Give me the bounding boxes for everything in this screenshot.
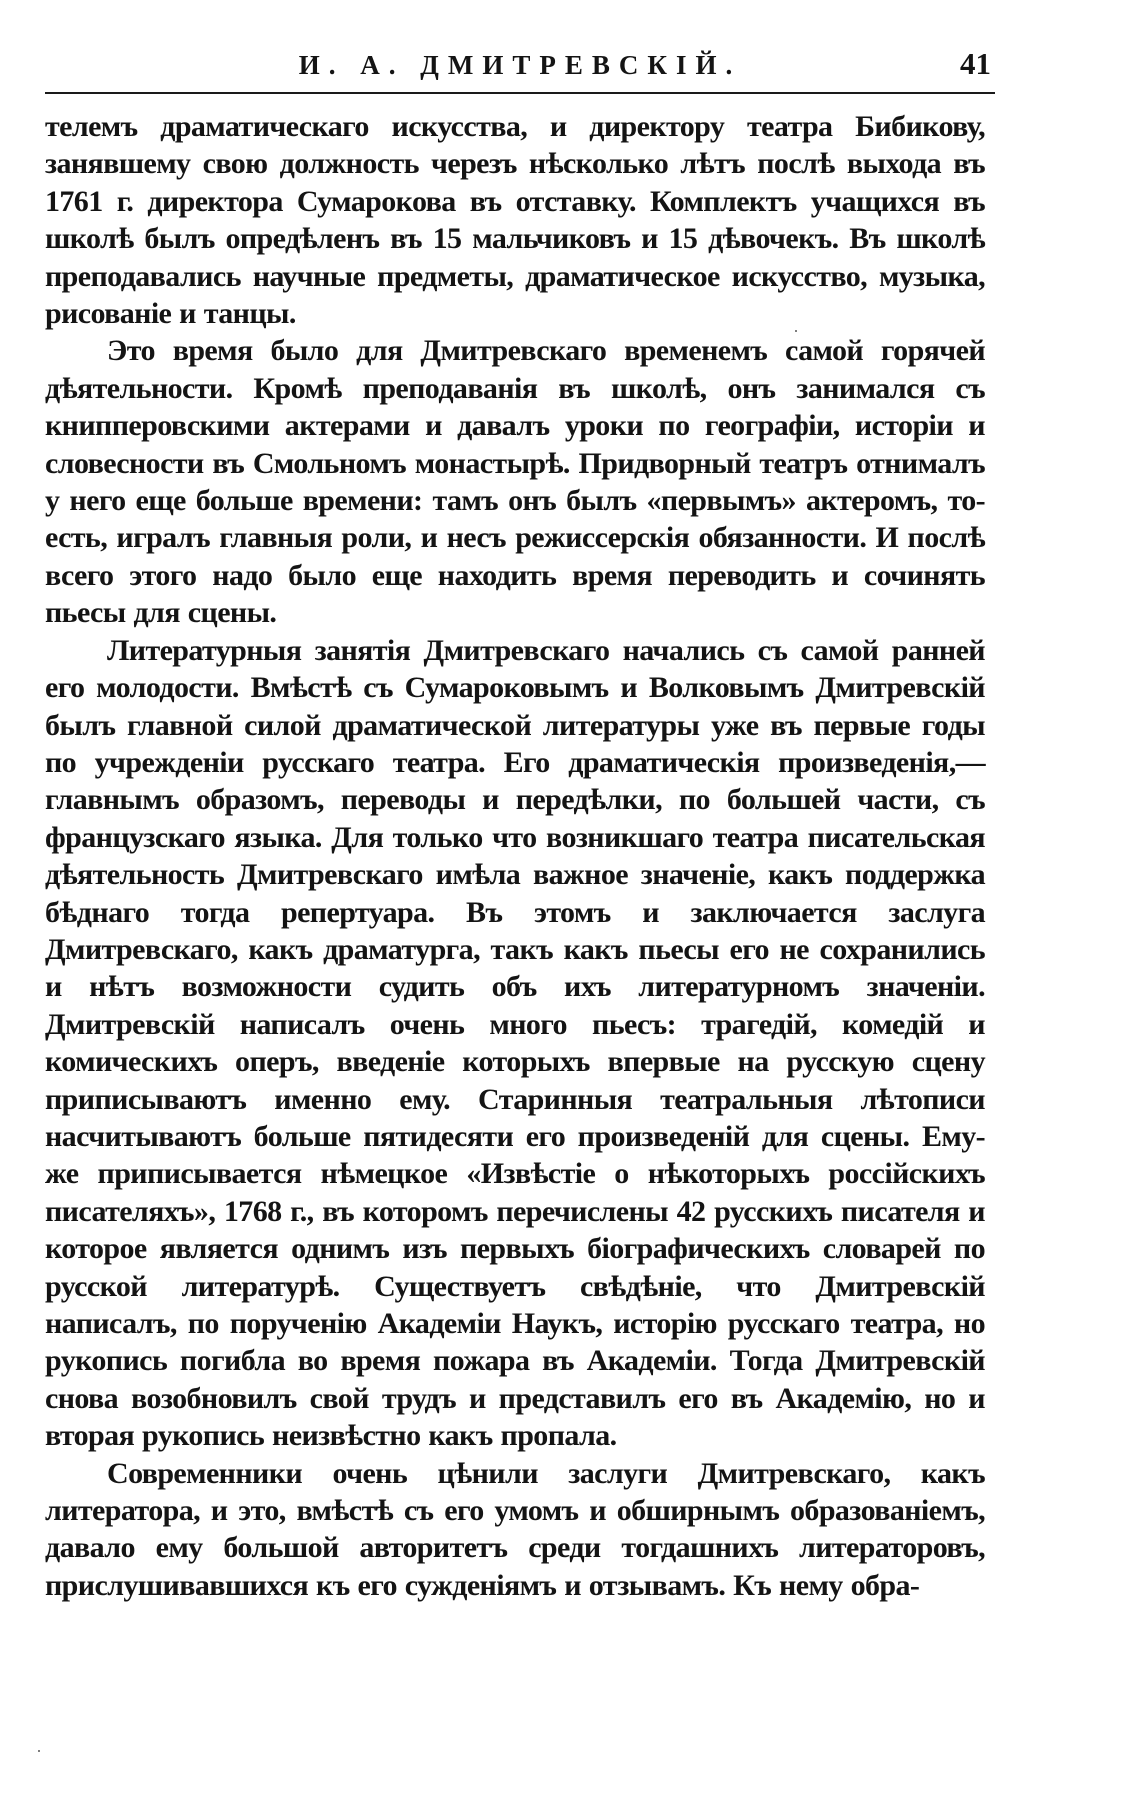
paragraph-continued: телемъ драматическаго искусства, и директору театра Бибикову, занявшему свою должность черезъ нѣсколько лѣтъ послѣ выхода въ 1761 г. директора Сумарокова въ отставку. Комплектъ учащихся въ школѣ былъ опредѣленъ въ 15 мальчиковъ и 15 дѣвочекъ. Въ школѣ преподавались научные предметы, драматическое искусство, музыка, рисованіе и танцы. xyxy=(45,110,985,331)
book-page xyxy=(45,40,995,1604)
paragraph: Современники очень цѣнили заслуги Дмитревскаго, какъ литератора, и это, вмѣстѣ съ его умомъ и обширнымъ образованіемъ, давало ему большой авторитетъ среди тогдашнихъ литераторовъ, прислушивавшихся къ его сужденіямъ и отзывамъ. Къ нему обра- xyxy=(45,1456,985,1602)
page-number: 41 xyxy=(960,46,991,81)
scan-speck xyxy=(38,1750,40,1752)
paragraph: Литературныя занятія Дмитревскаго начались съ самой ранней его молодости. Вмѣстѣ съ Сумароковымъ и Волковымъ Дмитревскій былъ главной силой драматической литературы уже въ первые годы по учрежденіи русскаго театра. Его драматическія произведенія,— главнымъ образомъ, переводы и передѣлки, по большей части, съ французскаго языка. Для только что возникшаго театра писательская дѣятельность Дмитревскаго имѣла важное значеніе, какъ поддержка бѣднаго тогда репертуара. Въ этомъ и заключается заслуга Дмитревскаго, какъ драматурга, такъ какъ пьесы его не сохранились и нѣтъ возможности судить объ ихъ литературномъ значеніи. Дмитревскій написалъ очень много пьесъ: трагедій, комедій и комическихъ оперъ, введеніе которыхъ впервые на русскую сцену приписываютъ именно ему. Старинныя театральныя лѣтописи насчитываютъ больше пятидесяти его произведеній для сцены. Ему-же приписывается нѣмецкое «Извѣстіе о нѣкоторыхъ россійскихъ писателяхъ», 1768 г., въ которомъ перечислены 42 русскихъ писателя и которое является однимъ изъ первыхъ біографическихъ словарей по русской литературѣ. Существуетъ свѣдѣніе, что Дмитревскій написалъ, по порученію Академіи Наукъ, исторію русскаго театра, но рукопись погибла во время пожара въ Академіи. Тогда Дмитревскій снова возобновилъ свой трудъ и представилъ его въ Академію, но и вторая рукопись неизвѣстно какъ пропала. xyxy=(45,633,985,1453)
running-head xyxy=(45,40,995,94)
scan-speck xyxy=(795,330,797,332)
running-title: И. А. ДМИТРЕВСКІЙ. xyxy=(298,50,742,80)
paragraph: Это время было для Дмитревскаго временемъ самой горячей дѣятельности. Кромѣ преподаванія въ школѣ, онъ занимался съ книпперовскими актерами и давалъ уроки по географіи, исторіи и словесности въ Смольномъ монастырѣ. Придворный театръ отнималъ у него еще больше времени: тамъ онъ былъ «первымъ» актеромъ, то-есть, игралъ главныя роли, и несъ режиссерскія обязанности. И послѣ всего этого надо было еще находить время переводить и сочинять пьесы для сцены. xyxy=(45,334,985,630)
body-text xyxy=(45,108,985,1604)
